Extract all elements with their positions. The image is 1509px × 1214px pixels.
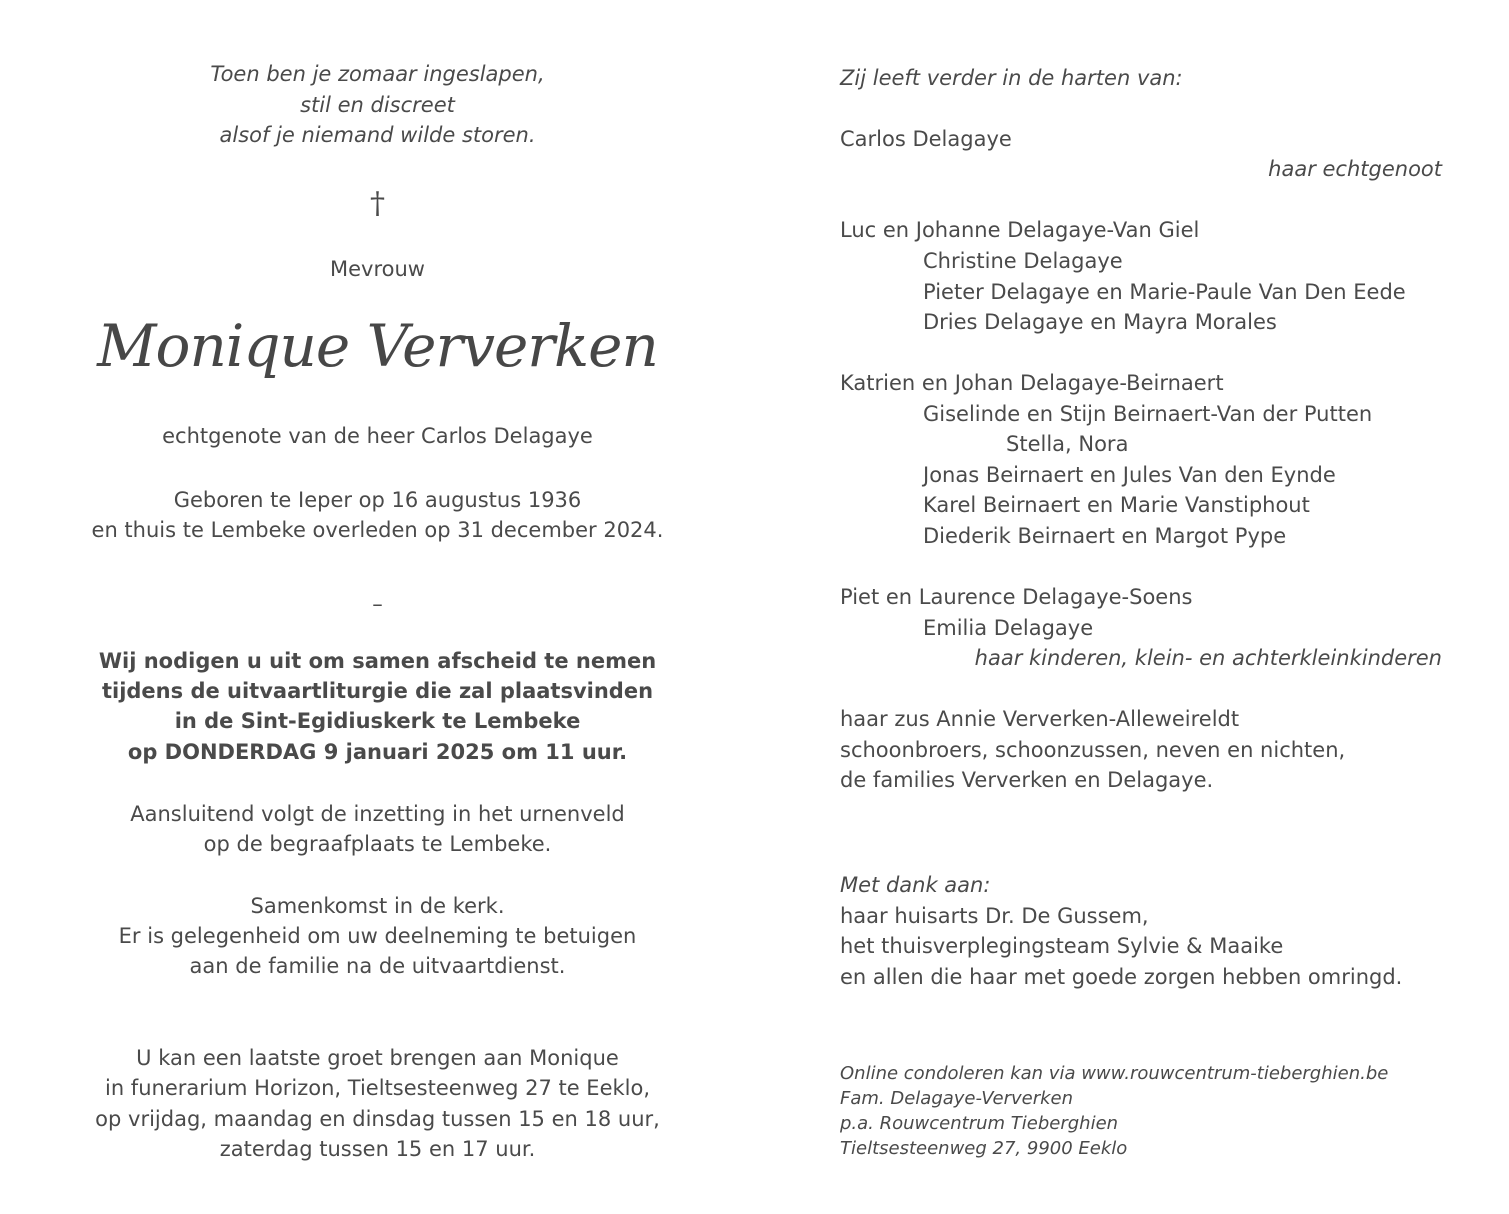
- separator: –: [372, 592, 383, 616]
- deceased-name: Monique Ververken: [97, 312, 658, 380]
- gathering-line-1: Samenkomst in de kerk.: [250, 894, 505, 918]
- burial-line-2: op de begraafplaats te Lembeke.: [203, 832, 552, 856]
- family2-member: Karel Beirnaert en Marie Vanstiphout: [923, 493, 1310, 517]
- invitation-line-1: Wij nodigen u uit om samen afscheid te nemen: [98, 649, 657, 673]
- family2-member: Diederik Beirnaert en Margot Pype: [923, 524, 1287, 548]
- relatives-line-3: de families Ververken en Delagaye.: [840, 768, 1214, 792]
- poem-line-3: alsof je niemand wilde storen.: [219, 123, 536, 147]
- family2-member: Jonas Beirnaert en Jules Van den Eynde: [923, 463, 1336, 487]
- salutation: Mevrouw: [330, 257, 425, 281]
- spouse-role: haar echtgenoot: [1268, 157, 1442, 181]
- footer-funeral-home: p.a. Rouwcentrum Tieberghien: [840, 1113, 1119, 1134]
- visit-line-4: zaterdag tussen 15 en 17 uur.: [219, 1137, 536, 1161]
- spouse-line: echtgenote van de heer Carlos Delagaye: [162, 424, 593, 448]
- family2-great-grandchildren: Stella, Nora: [1006, 432, 1129, 456]
- family1-head: Luc en Johanne Delagaye-Van Giel: [840, 218, 1200, 242]
- family3-member: Emilia Delagaye: [923, 616, 1094, 640]
- family1-member: Christine Delagaye: [923, 249, 1123, 273]
- invitation-line-4: op DONDERDAG 9 januari 2025 om 11 uur.: [127, 740, 628, 764]
- poem-line-2: stil en discreet: [300, 93, 455, 117]
- gathering-line-2: Er is gelegenheid om uw deelneming te betuigen: [118, 924, 637, 948]
- footer-family: Fam. Delagaye-Ververken: [840, 1088, 1074, 1109]
- relatives-line-2: schoonbroers, schoonzussen, neven en nichten,: [840, 738, 1346, 762]
- footer-condolence: Online condoleren kan via www.rouwcentrum-tieberghien.be: [840, 1063, 1389, 1084]
- thanks-title: Met dank aan:: [840, 873, 991, 897]
- spouse-name: Carlos Delagaye: [840, 127, 1012, 151]
- invitation-line-3: in de Sint-Egidiuskerk te Lembeke: [174, 709, 581, 733]
- children-role: haar kinderen, klein- en achterkleinkinderen: [974, 646, 1442, 670]
- family2-member: Giselinde en Stijn Beirnaert-Van der Putten: [923, 402, 1373, 426]
- thanks-line-1: haar huisarts Dr. De Gussem,: [840, 904, 1149, 928]
- thanks-line-3: en allen die haar met goede zorgen hebben omringd.: [840, 965, 1403, 989]
- family2-head: Katrien en Johan Delagaye-Beirnaert: [840, 371, 1224, 395]
- birth-line-2: en thuis te Lembeke overleden op 31 december 2024.: [91, 518, 664, 542]
- thanks-line-2: het thuisverplegingsteam Sylvie & Maaike: [840, 934, 1284, 958]
- family1-member: Pieter Delagaye en Marie-Paule Van Den Eede: [923, 280, 1406, 304]
- family1-member: Dries Delagaye en Mayra Morales: [923, 310, 1277, 334]
- visit-line-1: U kan een laatste groet brengen aan Monique: [136, 1046, 619, 1070]
- burial-line-1: Aansluitend volgt de inzetting in het urnenveld: [130, 802, 625, 826]
- gathering-line-3: aan de familie na de uitvaartdienst.: [189, 954, 566, 978]
- relatives-line-1: haar zus Annie Ververken-Alleweireldt: [840, 707, 1240, 731]
- poem-line-1: Toen ben je zomaar ingeslapen,: [210, 62, 545, 86]
- invitation-line-2: tijdens de uitvaartliturgie die zal plaatsvinden: [101, 679, 654, 703]
- birth-line-1: Geboren te Ieper op 16 augustus 1936: [173, 488, 582, 512]
- footer-address: Tieltsesteenweg 27, 9900 Eeklo: [840, 1138, 1128, 1159]
- family3-head: Piet en Laurence Delagaye-Soens: [840, 585, 1193, 609]
- visit-line-3: op vrijdag, maandag en dinsdag tussen 15 en 18 uur,: [95, 1107, 660, 1131]
- cross-icon: †: [370, 186, 385, 221]
- survivors-intro: Zij leeft verder in de harten van:: [840, 66, 1183, 90]
- visit-line-2: in funerarium Horizon, Tieltsesteenweg 27 te Eeklo,: [104, 1076, 651, 1100]
